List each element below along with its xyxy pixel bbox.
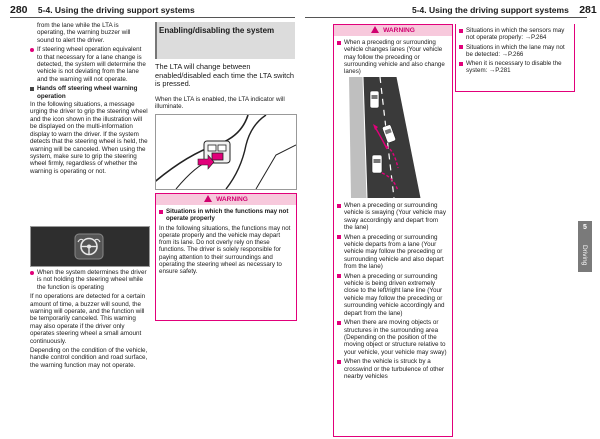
chapter-number: 5	[583, 224, 587, 231]
right-header-title: 5-4. Using the driving support systems	[412, 5, 569, 15]
chapter-label: Driving	[581, 245, 588, 266]
bullet-steering-operation: If steering wheel operation equivalent to that necessary for a lane change is detected, the system will determine the vehicle is not deviating from the lane and the warning will not operate.	[30, 46, 148, 83]
warning-box-col4	[455, 24, 575, 92]
warning-title-left: WARNING	[156, 194, 296, 205]
steering-wheel-hands-icon	[31, 227, 149, 266]
left-page-number: 280	[10, 4, 28, 16]
column-2-text	[155, 63, 295, 91]
warning-bullet-crosswind: When the vehicle is struck by a crosswind or the turbulence of other nearby vehicles	[337, 358, 447, 380]
column-1	[30, 22, 148, 177]
warning-title-right: WARNING	[334, 25, 452, 36]
right-page-header	[412, 4, 597, 16]
column-2-indicator	[155, 96, 295, 113]
bullet-not-holding: When the system determines the driver is not holding the steering wheel while the function is operating	[30, 269, 148, 291]
warning-bullet-departs: When a preceding or surrounding vehicle departs from a lane (Your vehicle may follow the preceding or surrounding vehicle and also depart from the lane)	[337, 234, 447, 271]
lane-change-illustration	[345, 77, 439, 198]
steering-wheel-switch-icon	[156, 115, 296, 189]
warning-heading-bullet: Situations in which the functions may not operate properly	[159, 208, 293, 223]
warning-bullet-moving-objects: When there are moving objects or structures in the surrounding area (Depending on the position of the moving object or structure relative to your vehicle, your vehicle may sway)	[337, 319, 447, 356]
warning-bullet-lane-change: When a preceding or surrounding vehicle changes lanes (Your vehicle may follow the preceding or surrounding vehicle and also change lanes)	[337, 39, 449, 75]
hands-off-heading: Hands off steering wheel warning operation	[30, 85, 148, 100]
road-vehicles-icon	[345, 77, 439, 198]
warning-triangle-icon	[371, 26, 379, 33]
hands-off-warning-illustration	[30, 226, 150, 267]
right-header-rule	[305, 17, 587, 18]
warning-bullet-swaying: When a preceding or surrounding vehicle is swaying (Your vehicle may sway accordingly and depart from the lane)	[337, 202, 447, 232]
right-page-number: 281	[579, 4, 597, 16]
no-operations-paragraph: If no operations are detected for a certain amount of time, a buzzer will sound, the warning will operate, and the function will be temporarily canceled. This warning may also operate if the driver only operates steering wheel a small amount continuously.	[30, 293, 146, 345]
switch-paragraph: The LTA will change between enabled/disabled each time the LTA switch is pressed.	[155, 62, 294, 89]
warning-bullet-close-to-line: When a preceding or surrounding vehicle is being driven extremely close to the left/right lane line (Your vehicle may follow the preceding or surrounding vehicle accordingly and depart from the lane)	[337, 273, 447, 317]
left-header-title: 5-4. Using the driving support systems	[37, 5, 195, 15]
warning-box-left	[155, 193, 297, 321]
warning-triangle-icon	[204, 195, 212, 202]
left-page-header	[10, 4, 195, 16]
indicator-paragraph: When the LTA is enabled, the LTA indicator will illuminate.	[155, 96, 285, 111]
reference-link-disable-system[interactable]: When it is necessary to disable the system: →P.281	[459, 60, 571, 75]
intro-paragraph: from the lane while the LTA is operating, the warning buzzer will sound to alert the driver.	[37, 22, 131, 44]
chapter-tab[interactable]	[578, 221, 592, 272]
hands-off-paragraph: In the following situations, a message urging the driver to grip the steering wheel and the icon shown in the illustration will be displayed on the multi-information display to warn the driver. If the system detects that the steering wheel is held, the warning will be canceled. When using the system, make sure to grip the steering wheel firmly, regardless of whether the warning is operating or not.	[30, 101, 148, 175]
depending-paragraph: Depending on the condition of the vehicle, handle control condition and road surface, the warning function may not operate.	[30, 347, 148, 369]
warning-body-paragraph: In the following situations, the functions may not operate properly and the vehicle may depart from its lane. Do not overly rely on these functions. The driver is solely responsible for paying attention to their surroundings and operating the steering wheel as necessary to ensure safety.	[159, 224, 291, 276]
reference-link-sensors[interactable]: Situations in which the sensors may not operate properly: →P.264	[459, 27, 571, 42]
left-header-rule	[10, 17, 295, 18]
section-title: Enabling/disabling the system	[155, 22, 295, 59]
lta-switch-illustration	[155, 114, 297, 190]
column-3-bullets	[337, 202, 447, 382]
reference-link-lane-detection[interactable]: Situations in which the lane may not be detected: →P.266	[459, 44, 571, 59]
column-1-lower	[30, 269, 148, 371]
